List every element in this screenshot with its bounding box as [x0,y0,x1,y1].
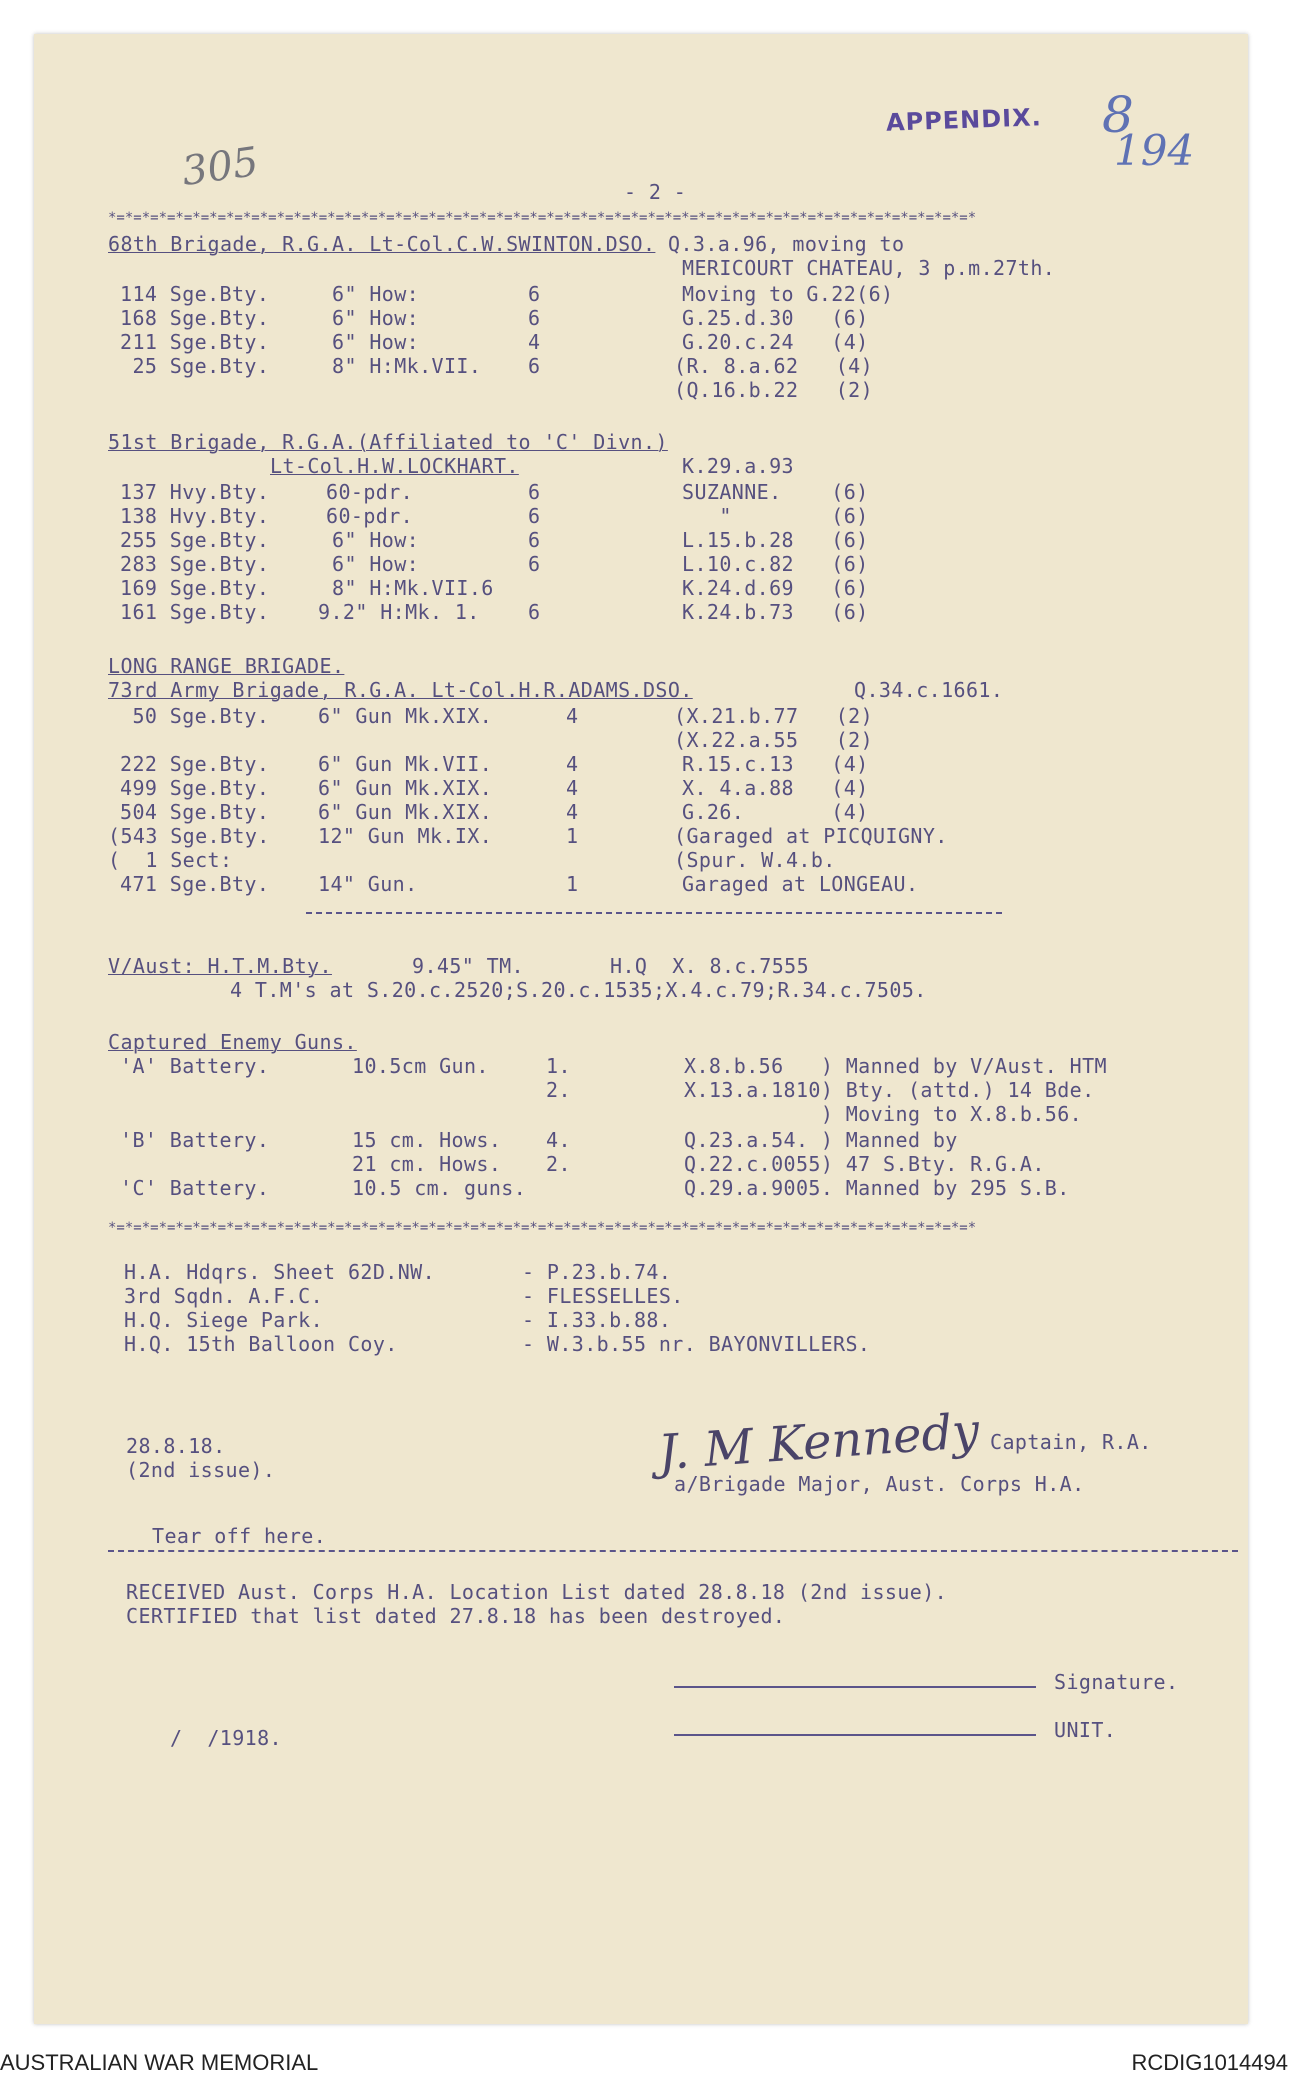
table-row: 4 [566,704,579,728]
hq-item-loc: - FLESSELLES. [522,1284,684,1308]
table-row: 471 Sge.Bty. [120,872,270,896]
brigade68-hq-cont: MERICOURT CHATEAU, 3 p.m.27th. [682,256,1056,280]
hq-item-name: H.Q. 15th Balloon Coy. [124,1332,398,1356]
table-row: 12" Gun Mk.IX. [318,824,493,848]
table-row: 6 [528,600,541,624]
table-row: 211 Sge.Bty. [120,330,270,354]
list-item: 4. [546,1128,571,1152]
table-row: 6" Gun Mk.XIX. [318,776,493,800]
brigade51-title: 51st Brigade, R.G.A.(Affiliated to 'C' Divn.) [108,430,668,454]
table-row: 6 [528,282,541,306]
received-statement: RECEIVED Aust. Corps H.A. Location List dated 28.8.18 (2nd issue). [126,1580,948,1604]
ink-note-top: 8 [1102,86,1134,144]
table-row: G.26. (4) [682,800,869,824]
table-row: 283 Sge.Bty. [120,552,270,576]
table-row: 6 [528,354,541,378]
hq-item-loc: - P.23.b.74. [522,1260,672,1284]
list-item: 'B' Battery. [120,1128,270,1152]
table-row: 222 Sge.Bty. [120,752,270,776]
list-item: Q.22.c.0055) 47 S.Bty. R.G.A. [684,1152,1045,1176]
table-row: G.20.c.24 (4) [682,330,869,354]
hq-item-loc: - W.3.b.55 nr. BAYONVILLERS. [522,1332,871,1356]
unit-line [674,1734,1036,1736]
table-row: 6" How: [332,552,420,576]
handwritten-signature: J. M Kennedy [656,1402,982,1482]
table-row: (Spur. W.4.b. [674,848,836,872]
list-item: 'C' Battery. [120,1176,270,1200]
table-row: 25 Sge.Bty. [120,354,270,378]
appendix-stamp: APPENDIX. [885,103,1043,137]
signatory-rank: Captain, R.A. [990,1430,1152,1454]
table-row: 9.2" H:Mk. 1. [318,600,480,624]
list-item: 15 cm. Hows. [352,1128,502,1152]
table-row: 1 [566,872,579,896]
brigade73-title: 73rd Army Brigade, R.G.A. Lt-Col.H.R.ADAMS.DSO. [108,678,693,702]
hq-item-loc: - I.33.b.88. [522,1308,672,1332]
table-row: G.25.d.30 (6) [682,306,869,330]
table-row: 6 [528,552,541,576]
list-item: X.8.b.56 ) Manned by V/Aust. HTM [684,1054,1107,1078]
brigade68-title: 68th Brigade, R.G.A. Lt-Col.C.W.SWINTON.DSO. [108,232,656,256]
unit-label: UNIT. [1054,1718,1117,1742]
table-row: 14" Gun. [318,872,418,896]
top-separator: *=*=*=*=*=*=*=*=*=*=*=*=*=*=*=*=*=*=*=*=*=*=*=*=*=*=*=*=*=*=*=*=*=*=*=*=*=*=*=*=*=*=*=*=*=*=*=*=*=*=*=* [108,210,977,226]
table-row: Garaged at LONGEAU. [682,872,919,896]
table-row: 168 Sge.Bty. [120,306,270,330]
list-item: 'A' Battery. [120,1054,270,1078]
certified-statement: CERTIFIED that list dated 27.8.18 has been destroyed. [126,1604,786,1628]
list-item: 1. [546,1054,571,1078]
list-item: X.13.a.1810) Bty. (attd.) 14 Bde. [684,1078,1095,1102]
document-page [34,34,1248,2024]
table-row: (Garaged at PICQUIGNY. [674,824,948,848]
table-row: 4 [528,330,541,354]
table-row: 60-pdr. [326,504,414,528]
table-row: (X.21.b.77 (2) [674,704,874,728]
list-item: 2. [546,1078,571,1102]
captured-title: Captured Enemy Guns. [108,1030,357,1054]
list-item: ) Moving to X.8.b.56. [684,1102,1083,1126]
table-row: 6 [528,504,541,528]
brigade51-hq: K.29.a.93 [682,454,794,478]
table-row: 8" H:Mk.VII. [332,354,482,378]
htm-hq: H.Q X. 8.c.7555 [610,954,810,978]
table-row: 50 Sge.Bty. [120,704,270,728]
table-row: 6" Gun Mk.VII. [318,752,493,776]
table-row: SUZANNE. (6) [682,480,869,504]
table-row: 6" Gun Mk.XIX. [318,800,493,824]
long-range-heading: LONG RANGE BRIGADE. [108,654,345,678]
table-row: 138 Hvy.Bty. [120,504,270,528]
table-row: 6" How: [332,306,420,330]
hq-item-name: H.A. Hdqrs. Sheet 62D.NW. [124,1260,436,1284]
page-number: - 2 - [624,180,687,204]
signatory-role: a/Brigade Major, Aust. Corps H.A. [674,1472,1085,1496]
hq-item-name: 3rd Sqdn. A.F.C. [124,1284,324,1308]
table-row: 6" Gun Mk.XIX. [318,704,493,728]
table-row: (Q.16.b.22 (2) [674,378,874,402]
issue-number: (2nd issue). [126,1458,276,1482]
table-row: Moving to G.22(6) [682,282,894,306]
brigade51-commander: Lt-Col.H.W.LOCKHART. [270,454,519,478]
table-row: (X.22.a.55 (2) [674,728,874,752]
list-item: Q.29.a.9005. Manned by 295 S.B. [684,1176,1070,1200]
table-row: " (6) [682,504,869,528]
table-row: 6 [528,528,541,552]
table-row: 60-pdr. [326,480,414,504]
brigade68-hq: Q.3.a.96, moving to [668,232,905,256]
table-row: (543 Sge.Bty. [108,824,270,848]
table-row: ( 1 Sect: [108,848,233,872]
signature-line [674,1686,1036,1688]
list-item: 10.5 cm. guns. [352,1176,527,1200]
list-item: Q.23.a.54. ) Manned by [684,1128,958,1152]
table-row: K.24.b.73 (6) [682,600,869,624]
table-row: (R. 8.a.62 (4) [674,354,874,378]
table-row: X. 4.a.88 (4) [682,776,869,800]
table-row: L.15.b.28 (6) [682,528,869,552]
htm-unit: V/Aust: H.T.M.Bty. [108,954,332,978]
table-row: 137 Hvy.Bty. [120,480,270,504]
table-row: 1 [566,824,579,848]
tear-off-label: Tear off here. [152,1524,327,1548]
list-item: 10.5cm Gun. [352,1054,489,1078]
issue-date: 28.8.18. [126,1434,226,1458]
table-row: 6" How: [332,330,420,354]
date-blank: / /1918. [170,1726,282,1750]
table-row: L.10.c.82 (6) [682,552,869,576]
list-item: 21 cm. Hows. [352,1152,502,1176]
hq-item-name: H.Q. Siege Park. [124,1308,324,1332]
ink-note-bottom: 194 [1114,126,1195,175]
mid-separator: *=*=*=*=*=*=*=*=*=*=*=*=*=*=*=*=*=*=*=*=*=*=*=*=*=*=*=*=*=*=*=*=*=*=*=*=*=*=*=*=*=*=*=*=*=*=*=*=*=*=*=* [108,1220,977,1236]
table-row: 6 [528,480,541,504]
pencil-folio-note: 305 [179,138,262,196]
list-item: 2. [546,1152,571,1176]
table-row: 161 Sge.Bty. [120,600,270,624]
htm-detail: 4 T.M's at S.20.c.2520;S.20.c.1535;X.4.c.79;R.34.c.7505. [230,978,927,1002]
section-divider [306,912,1002,914]
tear-off-line [108,1550,1238,1552]
table-row: K.24.d.69 (6) [682,576,869,600]
brigade73-hq: Q.34.c.1661. [854,678,1004,702]
table-row: 4 [566,776,579,800]
signature-label: Signature. [1054,1670,1179,1694]
table-row: R.15.c.13 (4) [682,752,869,776]
table-row: 504 Sge.Bty. [120,800,270,824]
table-row: 169 Sge.Bty. [120,576,270,600]
table-row: 6" How: [332,528,420,552]
htm-gun: 9.45" TM. [412,954,524,978]
footer-right: RCDIG1014494 [1131,2050,1288,2075]
table-row: 4 [566,800,579,824]
table-row: 499 Sge.Bty. [120,776,270,800]
table-row: 255 Sge.Bty. [120,528,270,552]
table-row: 6" How: [332,282,420,306]
table-row: 8" H:Mk.VII.6 [332,576,494,600]
table-row: 6 [528,306,541,330]
table-row: 4 [566,752,579,776]
table-row: 114 Sge.Bty. [120,282,270,306]
footer-left: AUSTRALIAN WAR MEMORIAL [0,2050,319,2075]
